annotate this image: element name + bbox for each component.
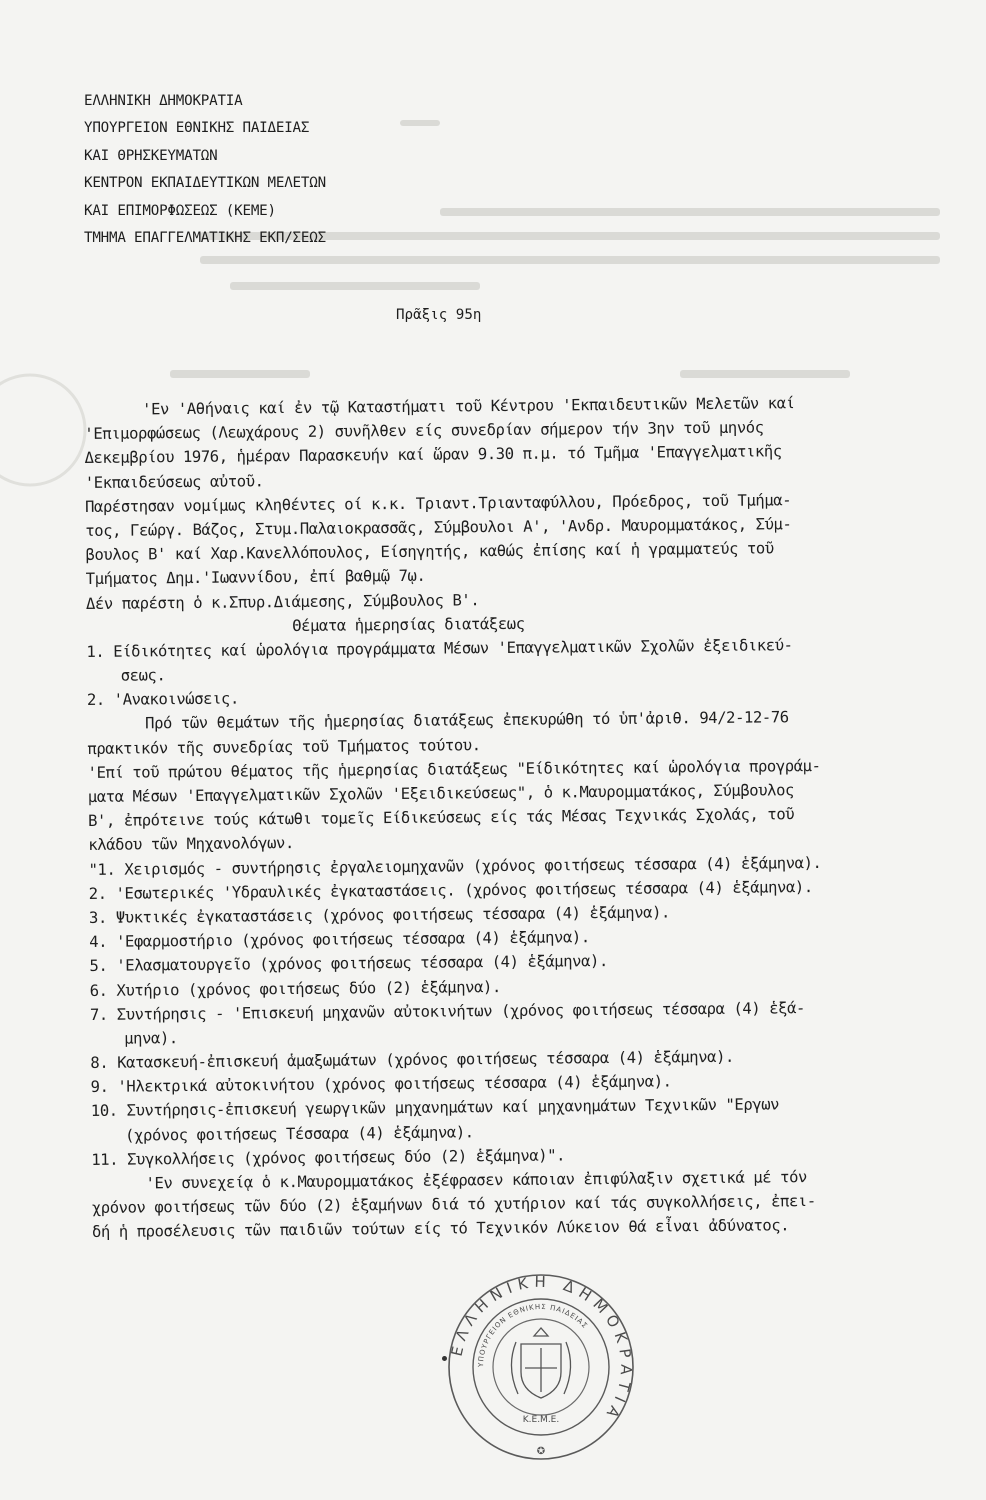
document-title: Πρᾶξις 95η — [396, 307, 482, 323]
seal-outer-text: ΕΛΛΗΝΙΚΗ ΔΗΜΟΚΡΑΤΙΑ — [447, 1272, 636, 1427]
specialty-item: 7. Συντήρησις - 'Επισκευή μηχανῶν αὐτοκινήτων (χρόνος φοιτήσεως τέσσαρα (4) ἑξά- — [89, 998, 806, 1024]
text-line: 'Εκπαιδεύσεως αὐτοῦ. — [84, 471, 264, 492]
text-line: κλάδου τῶν Μηχανολόγων. — [88, 834, 294, 855]
specialty-item: 5. 'Ελασματουργεῖο (χρόνος φοιτήσεως τέσσαρα (4) ἑξάμηνα). — [89, 952, 608, 976]
agenda-item: 2. 'Ανακοινώσεις. — [86, 689, 239, 710]
letterhead-line: ΥΠΟΥΡΓΕΙΟΝ ΕΘΝΙΚΗΣ ΠΑΙΔΕΙΑΣ — [84, 120, 310, 137]
specialty-item-continued: μηνα). — [124, 1029, 178, 1048]
text-line: πρακτικόν τῆς συνεδρίας τοῦ Τμήματος τούτου. — [87, 735, 481, 758]
specialty-item: 10. Συντήρησις-ἐπισκευή γεωργικῶν μηχανημάτων καί μηχανημάτων Τεχνικῶν "Εργων — [90, 1095, 780, 1121]
specialty-item: "1. Χειρισμός - συντήρησις ἐργαλειομηχανῶν (χρόνος φοιτήσεως τέσσαρα (4) ἑξάμηνα). — [88, 853, 822, 879]
coat-of-arms-icon — [511, 1328, 570, 1398]
text-line: Δέν παρέστη ὁ κ.Σπυρ.Διάμεσης, Σύμβουλος Β'. — [85, 590, 480, 613]
specialty-item: 6. Χυτήριο (χρόνος φοιτήσεως δύο (2) ἑξάμηνα). — [89, 977, 501, 1000]
text-line: Τμήματος Δημ.'Ιωαννίδου, ἐπί βαθμῷ 7ῳ. — [85, 567, 426, 589]
text-line: Β', ἐπρότεινε τούς κάτωθι τομεῖς Είδικεύσεως είς τάς Μέσας Τεχνικάς Σχολάς, τοῦ — [87, 805, 795, 831]
agenda-heading: Θέματα ἡμερησίας διατάξεως — [292, 614, 525, 635]
specialty-item: 2. 'Εσωτερικές 'Υδραυλικές ἐγκαταστάσεις. (χρόνος φοιτήσεως τέσσαρα (4) ἑξάμηνα). — [88, 877, 813, 903]
specialty-item: 3. Ψυκτικές ἐγκαταστάσεις (χρόνος φοιτήσεως τέσσαρα (4) ἑξάμηνα). — [88, 903, 671, 927]
letterhead-line: ΕΛΛΗΝΙΚΗ ΔΗΜΟΚΡΑΤΙΑ — [84, 93, 243, 109]
specialty-item: 9. 'Ηλεκτρικά αὐτοκινήτου (χρόνος φοιτήσεως τέσσαρα (4) ἑξάμηνα). — [90, 1072, 672, 1097]
seal-bottom-text: Κ.Ε.Μ.Ε. — [522, 1415, 560, 1425]
letterhead — [84, 88, 326, 252]
specialty-item: 4. 'Εφαρμοστήριο (χρόνος φοιτήσεως τέσσαρα (4) ἑξάμηνα). — [89, 928, 590, 952]
text-line: Πρό τῶν θεμάτων τῆς ἡμερησίας διατάξεως ἐπεκυρώθη τό ὑπ'ἀριθ. 94/2-12-76 — [145, 708, 789, 733]
text-line: Παρέστησαν νομίμως κληθέντες οί κ.κ. Τριαντ.Τριανταφύλλου, Πρόεδρος, τοῦ Τμήμα- — [84, 490, 792, 516]
agenda-item-continued: σεως. — [120, 666, 166, 685]
text-line: βουλος Β' καί Χαρ.Κανελλόπουλος, Είσηγητής, καθώς ἐπίσης καί ἡ γραμματεύς τοῦ — [85, 539, 774, 565]
text-line: δή ἡ προσέλευσις τῶν παιδιῶν τούτων είς τό Τεχνικόν Λύκειον θά εἶναι ἀδύνατος. — [91, 1216, 790, 1242]
specialty-item: 8. Κατασκευή-ἐπισκευή ἁμαξωμάτων (χρόνος φοιτήσεως τέσσαρα (4) ἑξάμηνα). — [90, 1047, 735, 1073]
text-line: Δεκεμβρίου 1976, ἡμέραν Παρασκευήν καί ὥραν 9.30 π.μ. τό Τμῆμα 'Επαγγελματικῆς — [84, 442, 782, 468]
specialty-item: 11. Συγκολλήσεις (χρόνος φοιτήσεως δύο (2) ἑξάμηνα)". — [91, 1146, 566, 1169]
star-icon: ✪ — [536, 1446, 546, 1457]
text-line: 'Επί τοῦ πρώτου θέματος τῆς ἡμερησίας διατάξεως "Είδικότητες καί ὡρολόγια προγράμ- — [87, 756, 821, 782]
agenda-item: 1. Είδικότητες καί ὡρολόγια προγράμματα Μέσων 'Επαγγελματικῶν Σχολῶν ἐξειδικεύ- — [86, 636, 793, 661]
letterhead-line: ΚΑΙ ΕΠΙΜΟΡΦΩΣΕΩΣ (ΚΕΜΕ) — [84, 202, 276, 219]
text-line: τος, Γεώργ. Βάζος, Στυμ.Παλαιοκρασσᾶς, Σύμβουλοι Α', 'Ανδρ. Μαυρομματάκος, Σύμ- — [85, 515, 792, 540]
text-line: 'Επιμορφώσεως (Λεωχάρους 2) συνῆλθεν είς συνεδρίαν σήμερον τήν 3ην τοῦ μηνός — [84, 418, 764, 444]
letterhead-line: ΚΑΙ ΘΡΗΣΚΕΥΜΑΤΩΝ — [84, 147, 218, 164]
minutes-body — [84, 389, 982, 1244]
text-line: ματα Μέσων 'Επαγγελματικῶν Σχολῶν 'Εξειδικεύσεως", ὁ κ.Μαυρομματάκος, Σύμβουλος — [87, 781, 795, 806]
letterhead-line: ΚΕΝΤΡΟΝ ΕΚΠΑΙΔΕΥΤΙΚΩΝ ΜΕΛΕΤΩΝ — [84, 175, 326, 192]
seal-inner-text: ΥΠΟΥΡΓΕΙΟΝ ΕΘΝΙΚΗΣ ΠΑΙΔΕΙΑΣ — [476, 1302, 590, 1368]
text-line: 'Εν 'Αθήναις καί ἐν τῷ Καταστήματι τοῦ Κέντρου 'Εκπαιδευτικῶν Μελετῶν καί — [142, 394, 795, 419]
official-seal — [446, 1272, 636, 1462]
text-line: χρόνον φοιτήσεως τῶν δύο (2) ἑξαμήνων διά τό χυτήριον καί τάς συγκολλήσεις, ἐπει- — [91, 1192, 816, 1218]
text-line: 'Εν συνεχείᾳ ὁ κ.Μαυρομματάκος ἐξέφρασεν κάποιαν ἐπιφύλαξιν σχετικά μέ τόν — [145, 1168, 808, 1193]
specialty-item-continued: (χρόνος φοιτήσεως Τέσσαρα (4) ἑξάμηνα). — [124, 1122, 474, 1145]
letterhead-line: ΤΜΗΜΑ ΕΠΑΓΓΕΛΜΑΤΙΚΗΣ ΕΚΠ/ΣΕΩΣ — [84, 230, 326, 247]
